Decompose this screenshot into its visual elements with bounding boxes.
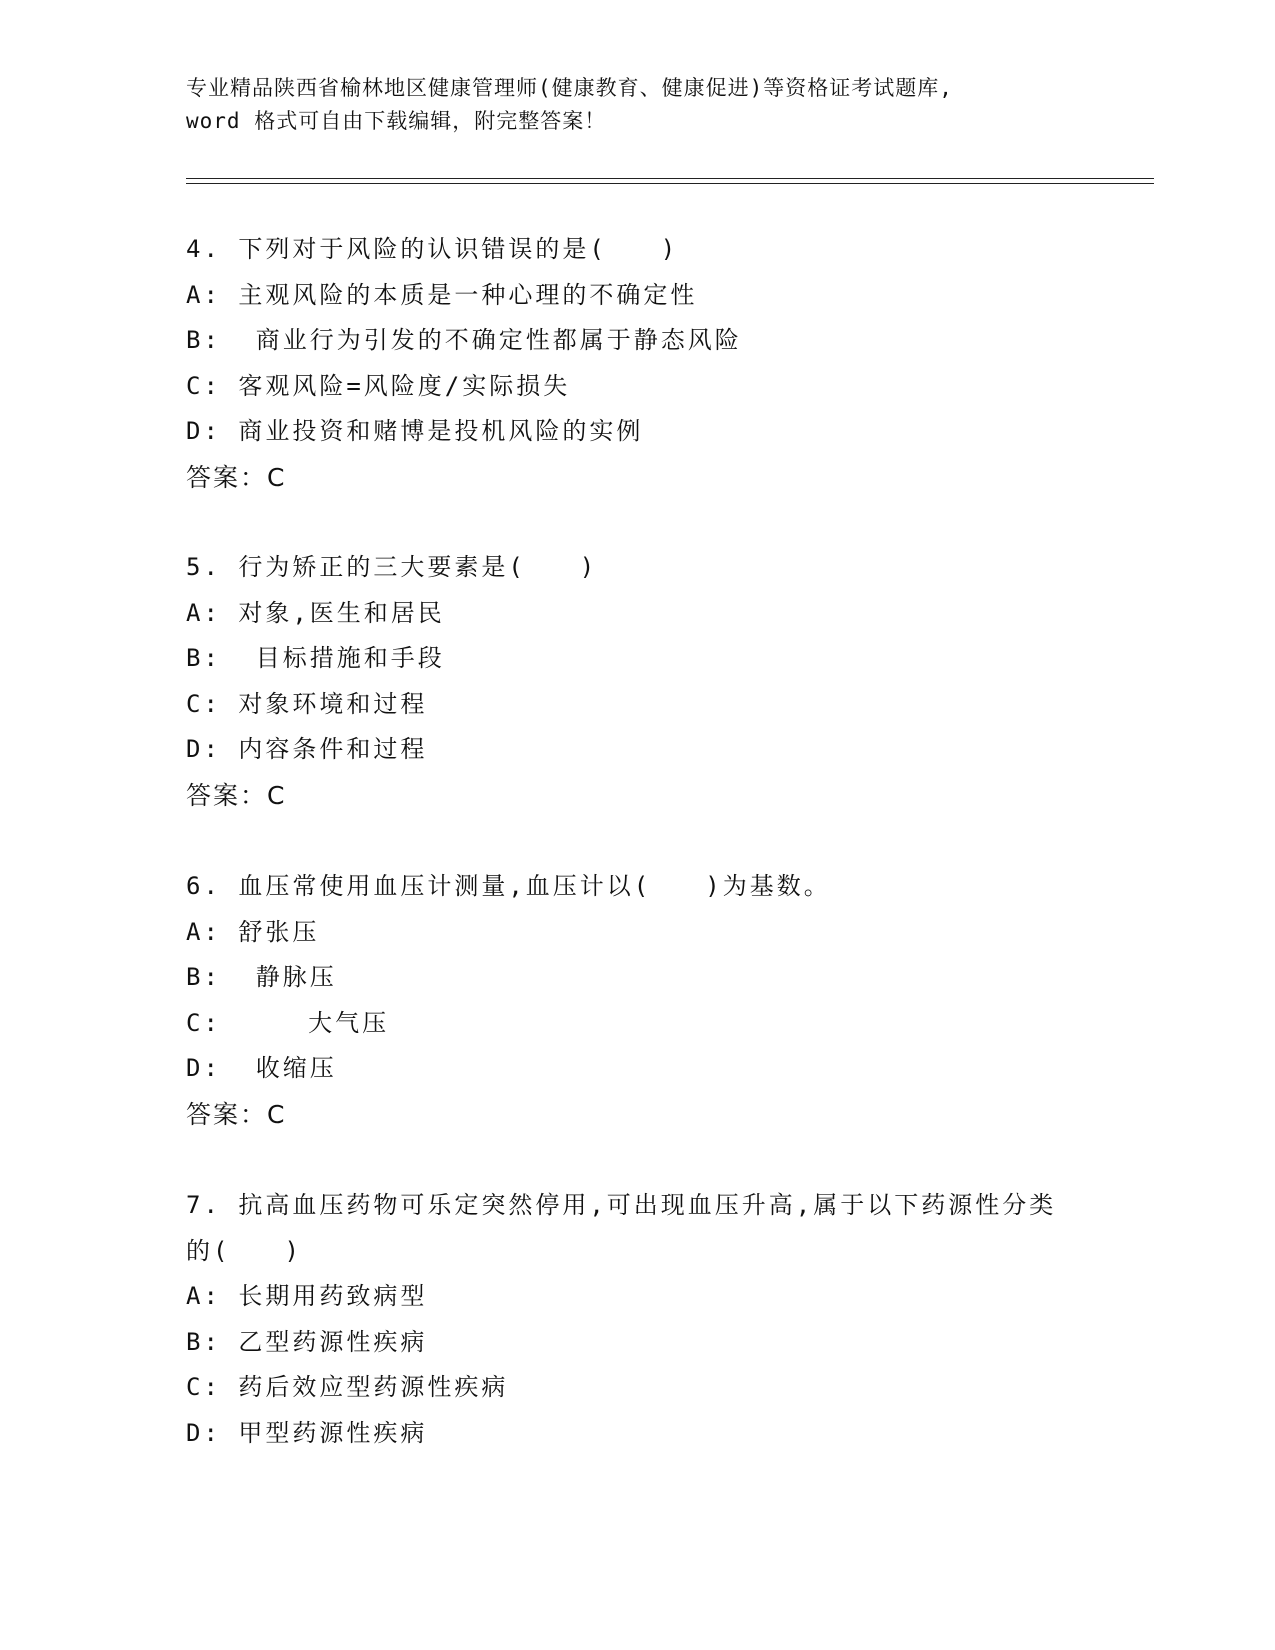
header-divider-top: [186, 178, 1154, 179]
answer-label: 答案：: [186, 780, 268, 810]
question-stem: 7. 抗高血压药物可乐定突然停用,可出现血压升高,属于以下药源性分类的( ): [186, 1191, 1057, 1265]
document-header: [186, 72, 1066, 138]
question-6: [186, 864, 1086, 1137]
option-a: A: 主观风险的本质是一种心理的不确定性: [186, 280, 698, 309]
option-b: B: 静脉压: [186, 963, 337, 991]
answer-line: [186, 773, 1086, 819]
option-d: D: 内容条件和过程: [186, 735, 428, 763]
option-d: D: 商业投资和赌博是投机风险的实例: [186, 417, 644, 445]
question-7: [186, 1183, 1086, 1456]
header-line-1: 专业精品陕西省榆林地区健康管理师(健康教育、健康促进)等资格证考试题库,: [186, 76, 953, 100]
option-d: D: 甲型药源性疾病: [186, 1418, 428, 1447]
option-c: C: 大气压: [186, 1008, 390, 1037]
option-a: A: 舒张压: [186, 917, 320, 946]
question-stem: 4. 下列对于风险的认识错误的是( ): [186, 235, 679, 263]
option-c: C: 对象环境和过程: [186, 689, 428, 718]
answer-value: C: [267, 1099, 286, 1129]
answer-label: 答案：: [186, 462, 268, 492]
option-b: B: 目标措施和手段: [186, 644, 445, 672]
question-stem: 5. 行为矫正的三大要素是( ): [186, 553, 598, 581]
answer-line: [186, 455, 1086, 501]
answer-value: C: [267, 780, 286, 810]
option-c: C: 药后效应型药源性疾病: [186, 1373, 509, 1401]
answer-label: 答案：: [186, 1099, 268, 1129]
question-stem: 6. 血压常使用血压计测量,血压计以( )为基数。: [186, 872, 831, 900]
header-line-2: word 格式可自由下载编辑，附完整答案！: [186, 109, 607, 133]
option-d: D: 收缩压: [186, 1054, 337, 1082]
option-b: B: 商业行为引发的不确定性都属于静态风险: [186, 326, 742, 354]
option-c: C: 客观风险=风险度/实际损失: [186, 371, 571, 400]
question-5: [186, 545, 1086, 818]
option-a: A: 长期用药致病型: [186, 1282, 428, 1310]
option-b: B: 乙型药源性疾病: [186, 1327, 428, 1356]
answer-value: C: [267, 462, 286, 492]
option-a: A: 对象,医生和居民: [186, 598, 445, 627]
header-divider-bottom: [186, 183, 1154, 184]
question-4: [186, 227, 1086, 500]
answer-line: [186, 1092, 1086, 1138]
